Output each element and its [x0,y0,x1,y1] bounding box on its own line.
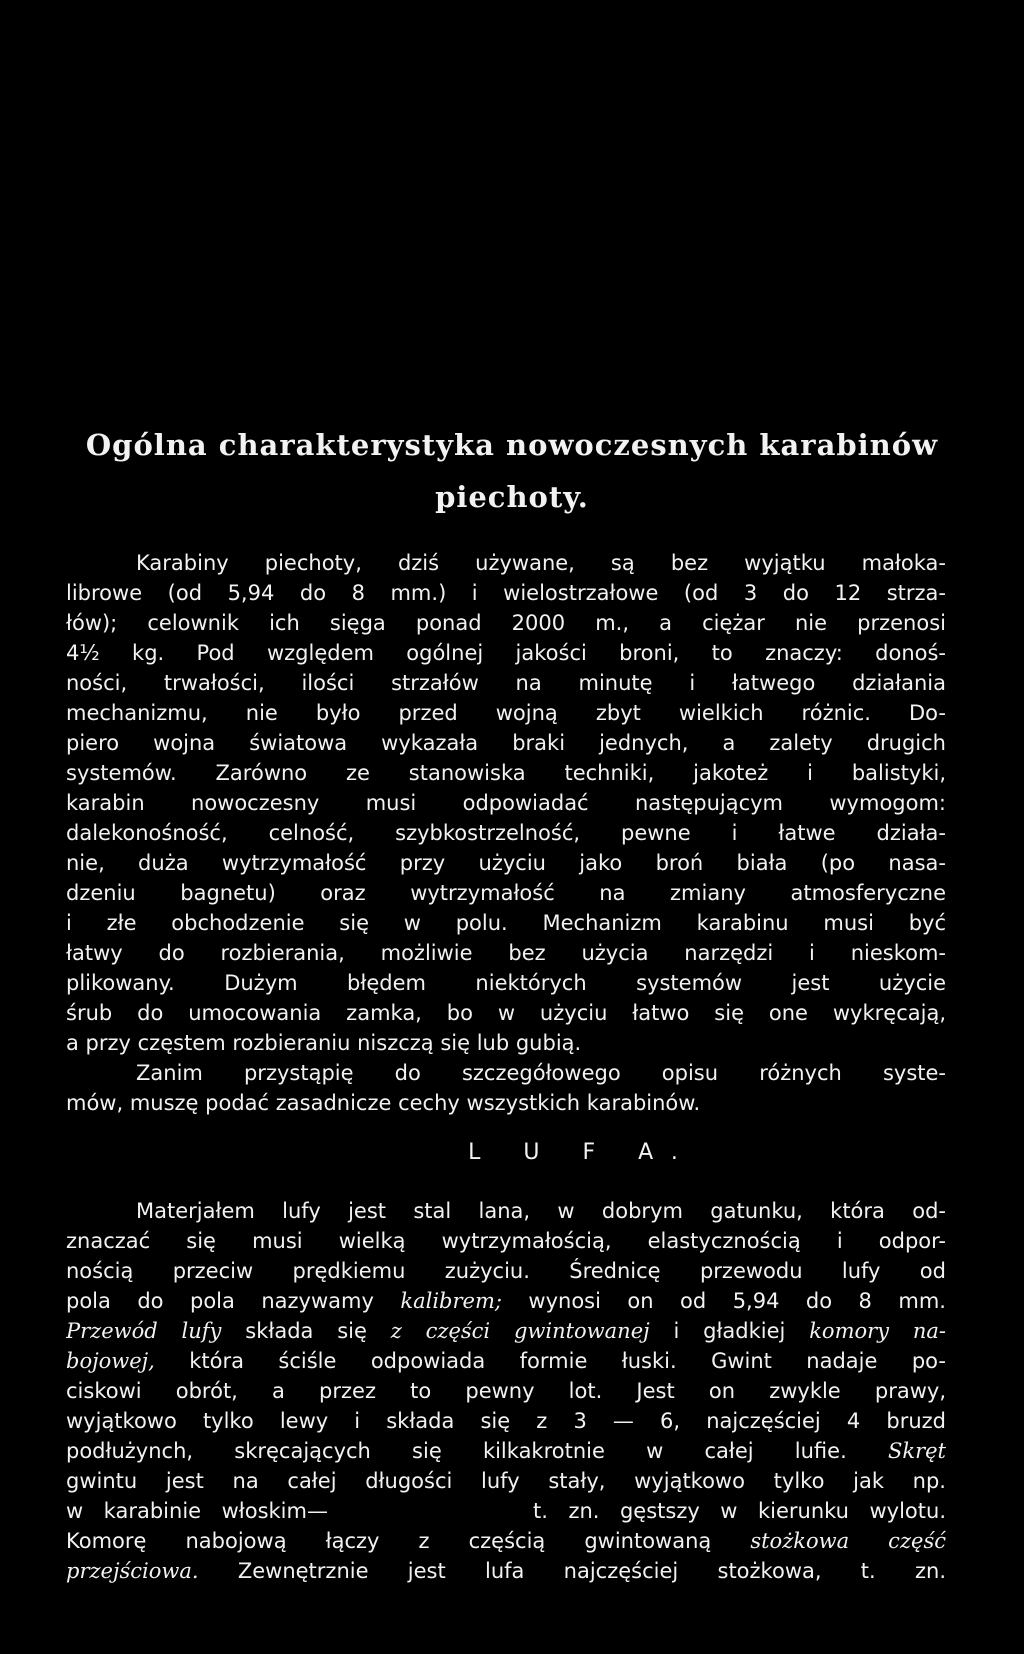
text-line [66,1286,946,1316]
italic-term: przejściowa. [66,1559,199,1583]
italic-term: Przewód lufy [66,1319,222,1343]
text-line: ności, trwałości, ilości strzałów na minutę i łatwego działania [66,671,946,695]
text-line: a przy częstem rozbieraniu niszczą się lub gubią. [66,1031,582,1055]
text-span: wynosi on od 5,94 do 8 mm. [528,1289,946,1313]
text-line: piero wojna światowa wykazała braki jednych, a zalety drugich [66,731,946,755]
section-heading: L U F A. [468,1140,696,1165]
text-line: karabin nowoczesny musi odpowiadać następującym wymogom: [66,791,946,815]
text-line: Materjałem lufy jest stal lana, w dobrym gatunku, która od- [136,1199,946,1223]
text-line: plikowany. Dużym błędem niektórych systemów jest użycie [66,971,946,995]
italic-term: komory na- [809,1319,946,1343]
chapter-title-continued: piechoty. [435,480,589,514]
text-span: Komorę nabojową łączy z częścią gwintowaną [66,1529,712,1553]
chapter-title: Ogólna charakterystyka nowoczesnych karabinów [85,428,939,462]
text-line [66,1346,946,1376]
text-line [66,1556,946,1586]
text-line: łów); celownik ich sięga ponad 2000 m., a ciężar nie przenosi [66,611,946,635]
text-line: i złe obchodzenie się w polu. Mechanizm karabinu musi być [66,911,946,935]
text-line: nie, duża wytrzymałość przy użyciu jako broń biała (po nasa- [66,851,946,875]
text-line: w karabinie włoskim— t. zn. gęstszy w kierunku wylotu. [66,1499,946,1523]
text-line: znaczać się musi wielką wytrzymałością, elastycznością i odpor- [66,1229,946,1253]
text-line: nością przeciw prędkiemu zużyciu. Średnicę przewodu lufy od [66,1259,946,1283]
text-span: pola do pola nazywamy [66,1289,374,1313]
text-line [66,1316,946,1346]
text-line: łatwy do rozbierania, możliwie bez użycia narzędzi i nieskom- [66,941,946,965]
italic-term: bojowej, [66,1349,155,1373]
text-line: librowe (od 5,94 do 8 mm.) i wielostrzałowe (od 3 do 12 strza- [66,581,946,605]
text-line: dzeniu bagnetu) oraz wytrzymałość na zmiany atmosferyczne [66,881,946,905]
text-span: podłużynch, skręcających się kilkakrotnie w całej lufie. [66,1439,847,1463]
text-line [66,1526,946,1556]
text-span: składa się [245,1319,367,1343]
text-line: systemów. Zarówno ze stanowiska techniki, jakoteż i balistyki, [66,761,946,785]
text-line: ciskowi obrót, a przez to pewny lot. Jest on zwykle prawy, [66,1379,946,1403]
text-line: mów, muszę podać zasadnicze cechy wszystkich karabinów. [66,1091,701,1115]
text-span: i gładkiej [673,1319,786,1343]
text-line: Zanim przystąpię do szczegółowego opisu różnych syste- [136,1061,946,1085]
italic-term: kalibrem; [400,1289,502,1313]
text-line: śrub do umocowania zamka, bo w użyciu łatwo się one wykręcają, [66,1001,946,1025]
text-line [66,1436,946,1466]
text-line: Karabiny piechoty, dziś używane, są bez wyjątku małoka- [136,551,946,575]
italic-term: Skręt [887,1439,946,1463]
text-span: która ściśle odpowiada formie łuski. Gwint nadaje po- [189,1349,946,1373]
text-line: mechanizmu, nie było przed wojną zbyt wielkich różnic. Do- [66,701,946,725]
italic-term: stożkowa część [750,1529,946,1553]
text-span: Zewnętrznie jest lufa najczęściej stożkowa, t. zn. [237,1559,946,1583]
text-line: wyjątkowo tylko lewy i składa się z 3 — 6, najczęściej 4 bruzd [66,1409,946,1433]
text-line: dalekonośność, celność, szybkostrzelność, pewne i łatwe działa- [66,821,946,845]
text-line: 4½ kg. Pod względem ogólnej jakości broni, to znaczy: donoś- [66,641,946,665]
text-line: gwintu jest na całej długości lufy stały, wyjątkowo tylko jak np. [66,1469,946,1493]
italic-term: z części gwintowanej [390,1319,650,1343]
